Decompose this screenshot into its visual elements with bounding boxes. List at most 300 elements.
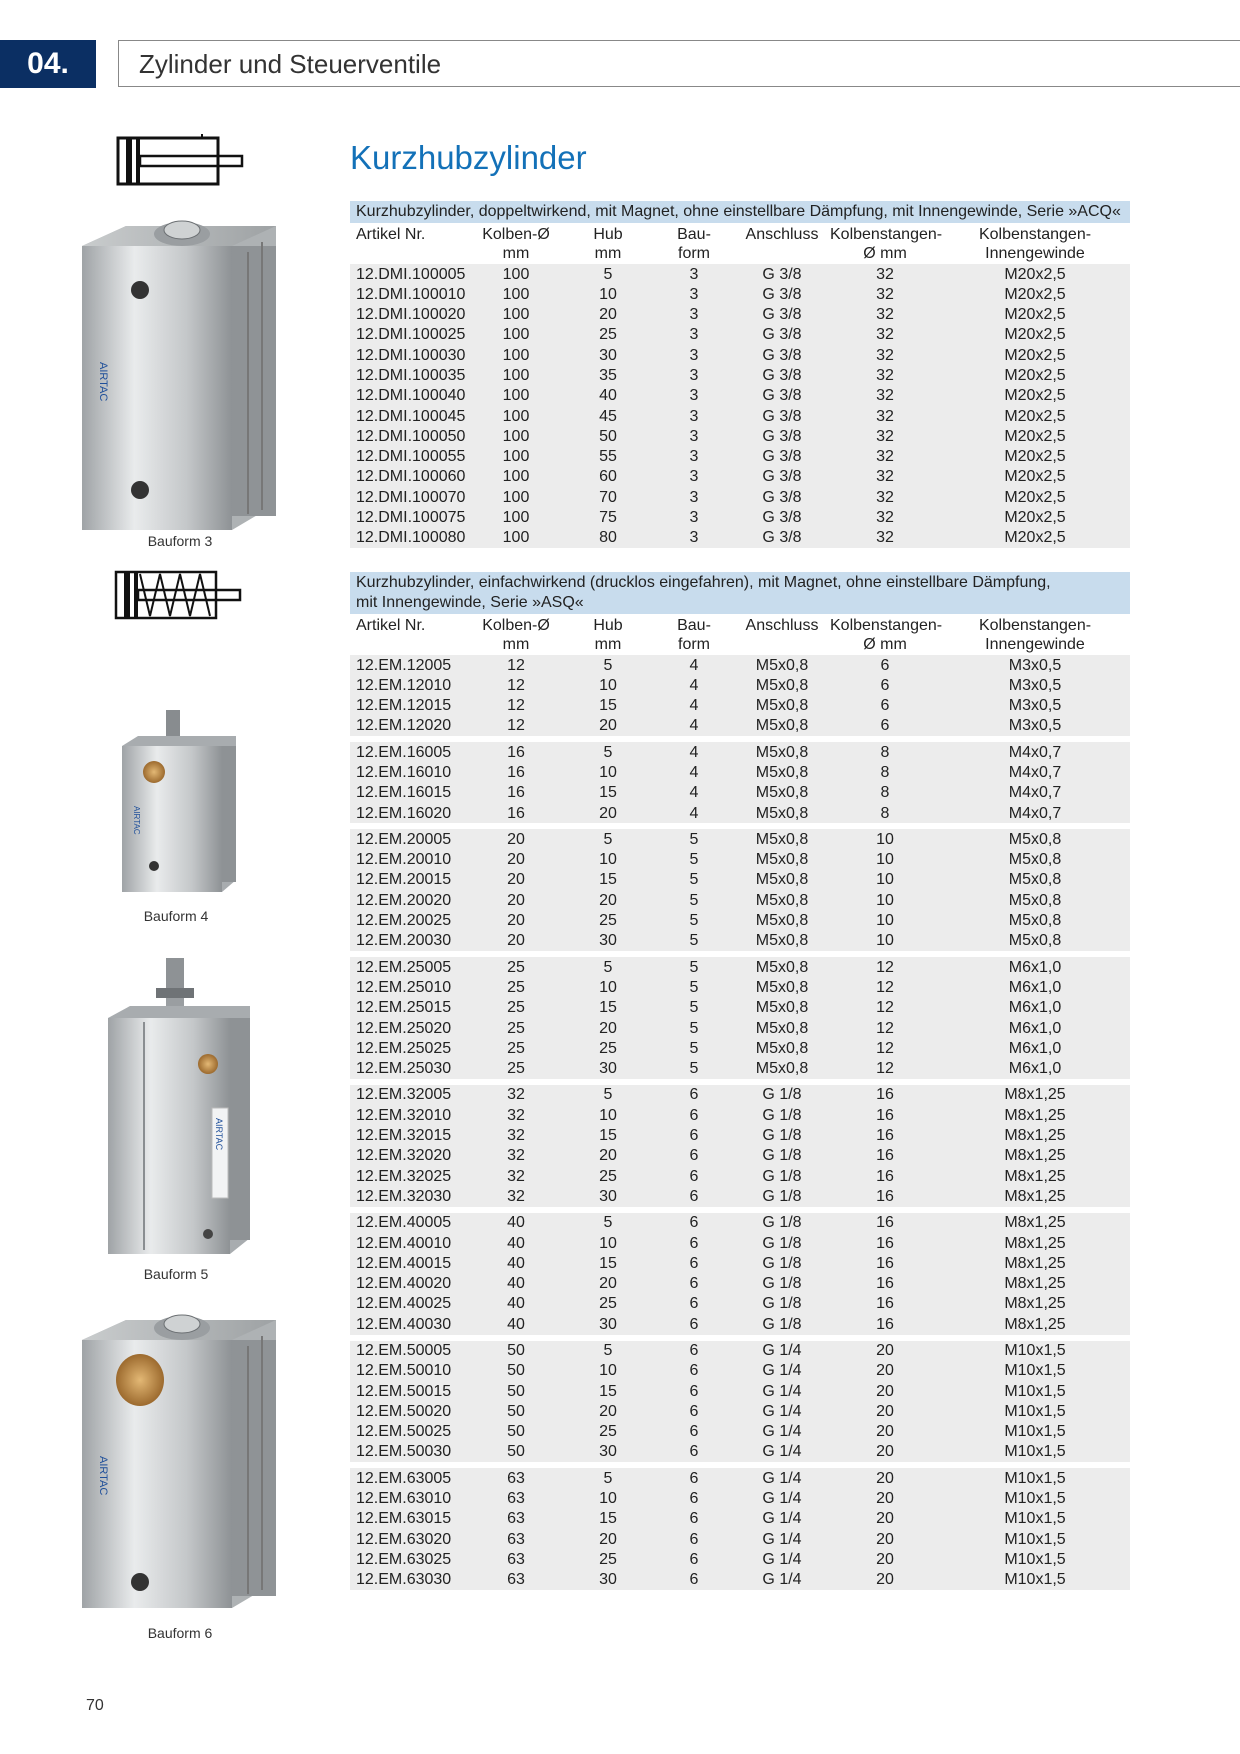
cell-hub: 30: [562, 1442, 654, 1462]
table-asq-grid: [350, 614, 1130, 1590]
cell-stange-d: 20: [830, 1341, 940, 1361]
cell-kolben-d: 40: [470, 1213, 562, 1233]
table-row: [350, 467, 1130, 487]
cell-innengewinde: M20x2,5: [940, 325, 1130, 345]
cell-artikel-nr: 12.EM.16010: [350, 762, 470, 782]
cell-kolben-d: 32: [470, 1105, 562, 1125]
cell-bauform: 6: [654, 1186, 734, 1206]
cell-kolben-d: 20: [470, 911, 562, 931]
cell-stange-d: 16: [830, 1314, 940, 1334]
cell-stange-d: 16: [830, 1085, 940, 1105]
table-row: [350, 1253, 1130, 1273]
cell-kolben-d: 25: [470, 957, 562, 977]
cylinder-bauform-4-image: [118, 710, 242, 896]
cell-anschluss: G 1/4: [734, 1361, 830, 1381]
cell-innengewinde: M4x0,7: [940, 762, 1130, 782]
cell-kolben-d: 12: [470, 716, 562, 736]
cell-innengewinde: M8x1,25: [940, 1146, 1130, 1166]
cell-kolben-d: 63: [470, 1529, 562, 1549]
col-artikel: Artikel Nr.: [356, 226, 426, 243]
cell-artikel-nr: 12.EM.40010: [350, 1233, 470, 1253]
cell-anschluss: M5x0,8: [734, 783, 830, 803]
cell-stange-d: 10: [830, 890, 940, 910]
cell-stange-d: 12: [830, 977, 940, 997]
cell-artikel-nr: 12.EM.20005: [350, 829, 470, 849]
cell-kolben-d: 12: [470, 675, 562, 695]
brand-label: AIRTAC: [97, 1456, 109, 1496]
cell-innengewinde: M8x1,25: [940, 1253, 1130, 1273]
cell-stange-d: 20: [830, 1529, 940, 1549]
cell-artikel-nr: 12.EM.50030: [350, 1442, 470, 1462]
cell-bauform: 6: [654, 1166, 734, 1186]
cell-artikel-nr: 12.EM.16020: [350, 803, 470, 823]
cell-anschluss: G 1/8: [734, 1126, 830, 1146]
cell-innengewinde: M5x0,8: [940, 829, 1130, 849]
cell-bauform: 3: [654, 406, 734, 426]
cell-artikel-nr: 12.EM.25010: [350, 977, 470, 997]
table-row: [350, 1213, 1130, 1233]
cell-hub: 5: [562, 829, 654, 849]
cell-stange-d: 10: [830, 911, 940, 931]
cell-innengewinde: M10x1,5: [940, 1570, 1130, 1590]
cell-anschluss: G 1/4: [734, 1381, 830, 1401]
cell-innengewinde: M10x1,5: [940, 1361, 1130, 1381]
cell-artikel-nr: 12.DMI.100050: [350, 426, 470, 446]
cell-anschluss: G 3/8: [734, 528, 830, 548]
cell-bauform: 3: [654, 508, 734, 528]
cell-bauform: 6: [654, 1381, 734, 1401]
cell-bauform: 4: [654, 803, 734, 823]
cell-bauform: 3: [654, 426, 734, 446]
cell-innengewinde: M10x1,5: [940, 1442, 1130, 1462]
cell-hub: 25: [562, 1038, 654, 1058]
cell-innengewinde: M10x1,5: [940, 1509, 1130, 1529]
cell-anschluss: G 1/4: [734, 1401, 830, 1421]
cell-bauform: 5: [654, 850, 734, 870]
table-row: [350, 365, 1130, 385]
cell-anschluss: M5x0,8: [734, 911, 830, 931]
cell-bauform: 6: [654, 1213, 734, 1233]
cell-kolben-d: 100: [470, 467, 562, 487]
cell-anschluss: G 1/8: [734, 1213, 830, 1233]
cell-bauform: 6: [654, 1549, 734, 1569]
cylinder-bauform-5-image: [104, 958, 254, 1258]
cell-kolben-d: 40: [470, 1274, 562, 1294]
cell-anschluss: G 1/4: [734, 1570, 830, 1590]
cell-bauform: 5: [654, 890, 734, 910]
table-row: [350, 1489, 1130, 1509]
cell-bauform: 5: [654, 1059, 734, 1079]
cell-anschluss: M5x0,8: [734, 762, 830, 782]
cell-bauform: 6: [654, 1468, 734, 1488]
cell-bauform: 6: [654, 1401, 734, 1421]
cell-artikel-nr: 12.DMI.100035: [350, 365, 470, 385]
cell-innengewinde: M6x1,0: [940, 998, 1130, 1018]
cell-hub: 10: [562, 1361, 654, 1381]
cell-kolben-d: 100: [470, 487, 562, 507]
cell-stange-d: 16: [830, 1146, 940, 1166]
table-row: [350, 762, 1130, 782]
table-row: [350, 1018, 1130, 1038]
cell-bauform: 5: [654, 957, 734, 977]
table-row: [350, 1233, 1130, 1253]
cell-hub: 10: [562, 762, 654, 782]
cell-stange-d: 16: [830, 1233, 940, 1253]
cell-innengewinde: M20x2,5: [940, 386, 1130, 406]
table-row: [350, 508, 1130, 528]
cell-stange-d: 32: [830, 528, 940, 548]
cell-stange-d: 16: [830, 1274, 940, 1294]
cell-anschluss: M5x0,8: [734, 1059, 830, 1079]
page-number: 70: [86, 1697, 104, 1714]
table-row: [350, 406, 1130, 426]
cell-innengewinde: M10x1,5: [940, 1468, 1130, 1488]
table-row: [350, 716, 1130, 736]
cell-kolben-d: 40: [470, 1253, 562, 1273]
cell-stange-d: 10: [830, 931, 940, 951]
cell-artikel-nr: 12.EM.25020: [350, 1018, 470, 1038]
cell-artikel-nr: 12.EM.20030: [350, 931, 470, 951]
cell-stange-d: 20: [830, 1489, 940, 1509]
cell-artikel-nr: 12.EM.16015: [350, 783, 470, 803]
cell-artikel-nr: 12.EM.63025: [350, 1549, 470, 1569]
cell-artikel-nr: 12.EM.20010: [350, 850, 470, 870]
cell-stange-d: 32: [830, 345, 940, 365]
cell-anschluss: G 1/8: [734, 1314, 830, 1334]
cell-bauform: 5: [654, 911, 734, 931]
cell-innengewinde: M20x2,5: [940, 406, 1130, 426]
cell-anschluss: G 3/8: [734, 264, 830, 284]
col-hub: Hub mm: [593, 617, 623, 653]
cell-bauform: 6: [654, 1146, 734, 1166]
cell-artikel-nr: 12.EM.50015: [350, 1381, 470, 1401]
table-row: [350, 1166, 1130, 1186]
cell-anschluss: G 1/8: [734, 1105, 830, 1125]
cell-bauform: 4: [654, 655, 734, 675]
cell-innengewinde: M3x0,5: [940, 696, 1130, 716]
cell-kolben-d: 50: [470, 1381, 562, 1401]
cell-anschluss: G 1/8: [734, 1146, 830, 1166]
cell-innengewinde: M3x0,5: [940, 716, 1130, 736]
cell-innengewinde: M10x1,5: [940, 1549, 1130, 1569]
cell-anschluss: G 3/8: [734, 406, 830, 426]
cell-hub: 30: [562, 1186, 654, 1206]
cell-stange-d: 6: [830, 675, 940, 695]
cell-kolben-d: 100: [470, 284, 562, 304]
cell-innengewinde: M10x1,5: [940, 1422, 1130, 1442]
cell-innengewinde: M8x1,25: [940, 1294, 1130, 1314]
table-row: [350, 1401, 1130, 1421]
cell-innengewinde: M5x0,8: [940, 911, 1130, 931]
table-row: [350, 1422, 1130, 1442]
caption-bauform-5: Bauform 5: [143, 1266, 209, 1282]
cell-anschluss: M5x0,8: [734, 890, 830, 910]
cell-kolben-d: 100: [470, 325, 562, 345]
cell-innengewinde: M10x1,5: [940, 1341, 1130, 1361]
cell-anschluss: M5x0,8: [734, 742, 830, 762]
cell-innengewinde: M10x1,5: [940, 1529, 1130, 1549]
cell-innengewinde: M20x2,5: [940, 467, 1130, 487]
cell-stange-d: 12: [830, 1059, 940, 1079]
cell-hub: 10: [562, 675, 654, 695]
cell-artikel-nr: 12.EM.25005: [350, 957, 470, 977]
cell-stange-d: 32: [830, 386, 940, 406]
cell-anschluss: M5x0,8: [734, 850, 830, 870]
cell-kolben-d: 100: [470, 528, 562, 548]
cell-artikel-nr: 12.EM.32025: [350, 1166, 470, 1186]
cell-bauform: 6: [654, 1422, 734, 1442]
cell-artikel-nr: 12.EM.32030: [350, 1186, 470, 1206]
cell-anschluss: M5x0,8: [734, 977, 830, 997]
cell-kolben-d: 63: [470, 1489, 562, 1509]
single-acting-cylinder-symbol-icon: [110, 568, 242, 622]
cell-stange-d: 6: [830, 655, 940, 675]
cell-hub: 80: [562, 528, 654, 548]
table-acq-grid: [350, 223, 1130, 548]
col-kolben: Kolben-Ø mm: [482, 617, 550, 653]
table-asq-description: Kurzhubzylinder, einfachwirkend (drucklos eingefahren), mit Magnet, ohne einstellbare Dämpfung, mit Innengewinde, Serie »ASQ«: [350, 572, 1130, 614]
cell-anschluss: G 1/8: [734, 1166, 830, 1186]
cell-bauform: 3: [654, 284, 734, 304]
cell-anschluss: M5x0,8: [734, 829, 830, 849]
table-asq: [350, 572, 1130, 1590]
cell-stange-d: 32: [830, 365, 940, 385]
cell-hub: 10: [562, 1105, 654, 1125]
cell-bauform: 6: [654, 1341, 734, 1361]
cell-hub: 45: [562, 406, 654, 426]
table-row: [350, 1059, 1130, 1079]
cell-hub: 30: [562, 345, 654, 365]
cell-kolben-d: 63: [470, 1570, 562, 1590]
cell-bauform: 3: [654, 345, 734, 365]
cell-artikel-nr: 12.EM.20015: [350, 870, 470, 890]
chapter-number: 04.: [0, 40, 96, 88]
cell-anschluss: G 3/8: [734, 447, 830, 467]
cell-hub: 35: [562, 365, 654, 385]
col-gewinde: Kolbenstangen- Innengewinde: [978, 226, 1092, 262]
cell-innengewinde: M6x1,0: [940, 957, 1130, 977]
cell-artikel-nr: 12.DMI.100005: [350, 264, 470, 284]
table-row: [350, 1549, 1130, 1569]
table-row: [350, 675, 1130, 695]
cell-artikel-nr: 12.EM.32020: [350, 1146, 470, 1166]
cell-bauform: 3: [654, 305, 734, 325]
cell-anschluss: G 3/8: [734, 345, 830, 365]
table-row: [350, 1085, 1130, 1105]
cell-artikel-nr: 12.EM.12005: [350, 655, 470, 675]
cell-hub: 10: [562, 850, 654, 870]
cell-hub: 20: [562, 1529, 654, 1549]
cell-hub: 30: [562, 1570, 654, 1590]
cell-innengewinde: M8x1,25: [940, 1233, 1130, 1253]
table-row: [350, 305, 1130, 325]
cell-stange-d: 20: [830, 1549, 940, 1569]
table-row: [350, 1509, 1130, 1529]
cell-stange-d: 16: [830, 1186, 940, 1206]
cell-kolben-d: 50: [470, 1401, 562, 1421]
cell-stange-d: 16: [830, 1253, 940, 1273]
cell-innengewinde: M20x2,5: [940, 447, 1130, 467]
cell-anschluss: G 1/4: [734, 1509, 830, 1529]
table-row: [350, 1529, 1130, 1549]
table-row: [350, 957, 1130, 977]
cell-stange-d: 10: [830, 850, 940, 870]
cell-hub: 50: [562, 426, 654, 446]
cell-stange-d: 12: [830, 957, 940, 977]
table-row: [350, 1314, 1130, 1334]
cell-artikel-nr: 12.EM.25015: [350, 998, 470, 1018]
cell-kolben-d: 12: [470, 696, 562, 716]
table-acq: [350, 201, 1130, 548]
cell-bauform: 6: [654, 1274, 734, 1294]
cell-hub: 10: [562, 284, 654, 304]
cell-artikel-nr: 12.DMI.100060: [350, 467, 470, 487]
table-row: [350, 487, 1130, 507]
cell-artikel-nr: 12.EM.20025: [350, 911, 470, 931]
cell-bauform: 3: [654, 528, 734, 548]
cell-innengewinde: M20x2,5: [940, 264, 1130, 284]
cell-kolben-d: 20: [470, 829, 562, 849]
table-row: [350, 1038, 1130, 1058]
cell-stange-d: 10: [830, 829, 940, 849]
cell-anschluss: M5x0,8: [734, 803, 830, 823]
cell-kolben-d: 100: [470, 386, 562, 406]
cell-innengewinde: M20x2,5: [940, 305, 1130, 325]
cell-kolben-d: 16: [470, 803, 562, 823]
cell-hub: 15: [562, 696, 654, 716]
cell-hub: 5: [562, 1341, 654, 1361]
cell-hub: 20: [562, 803, 654, 823]
cell-artikel-nr: 12.EM.50010: [350, 1361, 470, 1381]
brand-label: AIRTAC: [97, 362, 109, 402]
cell-artikel-nr: 12.EM.25030: [350, 1059, 470, 1079]
cell-bauform: 5: [654, 829, 734, 849]
cell-bauform: 4: [654, 696, 734, 716]
cell-stange-d: 12: [830, 1038, 940, 1058]
cell-anschluss: G 3/8: [734, 467, 830, 487]
cell-bauform: 5: [654, 1038, 734, 1058]
caption-bauform-3: Bauform 3: [147, 533, 213, 549]
cell-bauform: 6: [654, 1489, 734, 1509]
cell-artikel-nr: 12.DMI.100040: [350, 386, 470, 406]
cell-bauform: 6: [654, 1253, 734, 1273]
cell-stange-d: 8: [830, 742, 940, 762]
cell-artikel-nr: 12.DMI.100075: [350, 508, 470, 528]
cell-innengewinde: M4x0,7: [940, 742, 1130, 762]
cell-anschluss: G 3/8: [734, 426, 830, 446]
cell-anschluss: M5x0,8: [734, 675, 830, 695]
cell-kolben-d: 20: [470, 870, 562, 890]
table-row: [350, 696, 1130, 716]
table-row: [350, 1381, 1130, 1401]
cell-kolben-d: 100: [470, 345, 562, 365]
cell-bauform: 3: [654, 487, 734, 507]
table-row: [350, 911, 1130, 931]
cell-kolben-d: 100: [470, 426, 562, 446]
cell-hub: 70: [562, 487, 654, 507]
col-kolben: Kolben-Ø mm: [482, 226, 550, 262]
table-row: [350, 829, 1130, 849]
cell-artikel-nr: 12.DMI.100030: [350, 345, 470, 365]
cell-hub: 20: [562, 890, 654, 910]
cell-innengewinde: M3x0,5: [940, 655, 1130, 675]
table-row: [350, 325, 1130, 345]
table-row: [350, 1105, 1130, 1125]
cell-hub: 5: [562, 957, 654, 977]
cell-stange-d: 20: [830, 1509, 940, 1529]
cell-bauform: 5: [654, 1018, 734, 1038]
cell-anschluss: G 1/8: [734, 1085, 830, 1105]
cell-hub: 15: [562, 1126, 654, 1146]
cell-stange-d: 6: [830, 696, 940, 716]
cell-kolben-d: 100: [470, 508, 562, 528]
table-row: [350, 1468, 1130, 1488]
cell-stange-d: 10: [830, 870, 940, 890]
cell-hub: 5: [562, 1213, 654, 1233]
col-gewinde: Kolbenstangen- Innengewinde: [978, 617, 1092, 653]
cell-anschluss: G 1/4: [734, 1422, 830, 1442]
caption-bauform-6: Bauform 6: [147, 1625, 213, 1641]
cell-hub: 20: [562, 716, 654, 736]
cell-bauform: 3: [654, 365, 734, 385]
cell-innengewinde: M6x1,0: [940, 1018, 1130, 1038]
cell-hub: 30: [562, 1314, 654, 1334]
cell-stange-d: 16: [830, 1126, 940, 1146]
cell-stange-d: 32: [830, 426, 940, 446]
cell-artikel-nr: 12.EM.40025: [350, 1294, 470, 1314]
cell-innengewinde: M5x0,8: [940, 890, 1130, 910]
cell-hub: 20: [562, 305, 654, 325]
col-bauform: Bau- form: [677, 617, 711, 653]
cell-innengewinde: M20x2,5: [940, 426, 1130, 446]
table-row: [350, 345, 1130, 365]
cell-kolben-d: 32: [470, 1126, 562, 1146]
double-acting-cylinder-symbol-icon: [112, 134, 244, 188]
cell-kolben-d: 16: [470, 742, 562, 762]
cell-artikel-nr: 12.EM.40020: [350, 1274, 470, 1294]
cell-bauform: 6: [654, 1509, 734, 1529]
table-row: [350, 1442, 1130, 1462]
cell-innengewinde: M5x0,8: [940, 870, 1130, 890]
cell-anschluss: G 1/8: [734, 1274, 830, 1294]
cell-artikel-nr: 12.EM.40005: [350, 1213, 470, 1233]
cell-bauform: 6: [654, 1570, 734, 1590]
cell-artikel-nr: 12.EM.40030: [350, 1314, 470, 1334]
cell-stange-d: 20: [830, 1442, 940, 1462]
cell-stange-d: 20: [830, 1468, 940, 1488]
caption-bauform-4: Bauform 4: [143, 908, 209, 924]
cell-artikel-nr: 12.EM.63010: [350, 1489, 470, 1509]
cell-stange-d: 32: [830, 325, 940, 345]
cell-artikel-nr: 12.DMI.100070: [350, 487, 470, 507]
cell-stange-d: 20: [830, 1361, 940, 1381]
cell-hub: 40: [562, 386, 654, 406]
cell-kolben-d: 20: [470, 850, 562, 870]
cell-anschluss: G 3/8: [734, 508, 830, 528]
table-row: [350, 783, 1130, 803]
cell-hub: 5: [562, 742, 654, 762]
cell-artikel-nr: 12.EM.16005: [350, 742, 470, 762]
cell-kolben-d: 40: [470, 1314, 562, 1334]
cell-kolben-d: 63: [470, 1549, 562, 1569]
cell-stange-d: 12: [830, 1018, 940, 1038]
cell-hub: 5: [562, 264, 654, 284]
cell-artikel-nr: 12.EM.32005: [350, 1085, 470, 1105]
cell-kolben-d: 40: [470, 1233, 562, 1253]
cell-anschluss: M5x0,8: [734, 957, 830, 977]
cell-bauform: 4: [654, 783, 734, 803]
cell-artikel-nr: 12.EM.63030: [350, 1570, 470, 1590]
